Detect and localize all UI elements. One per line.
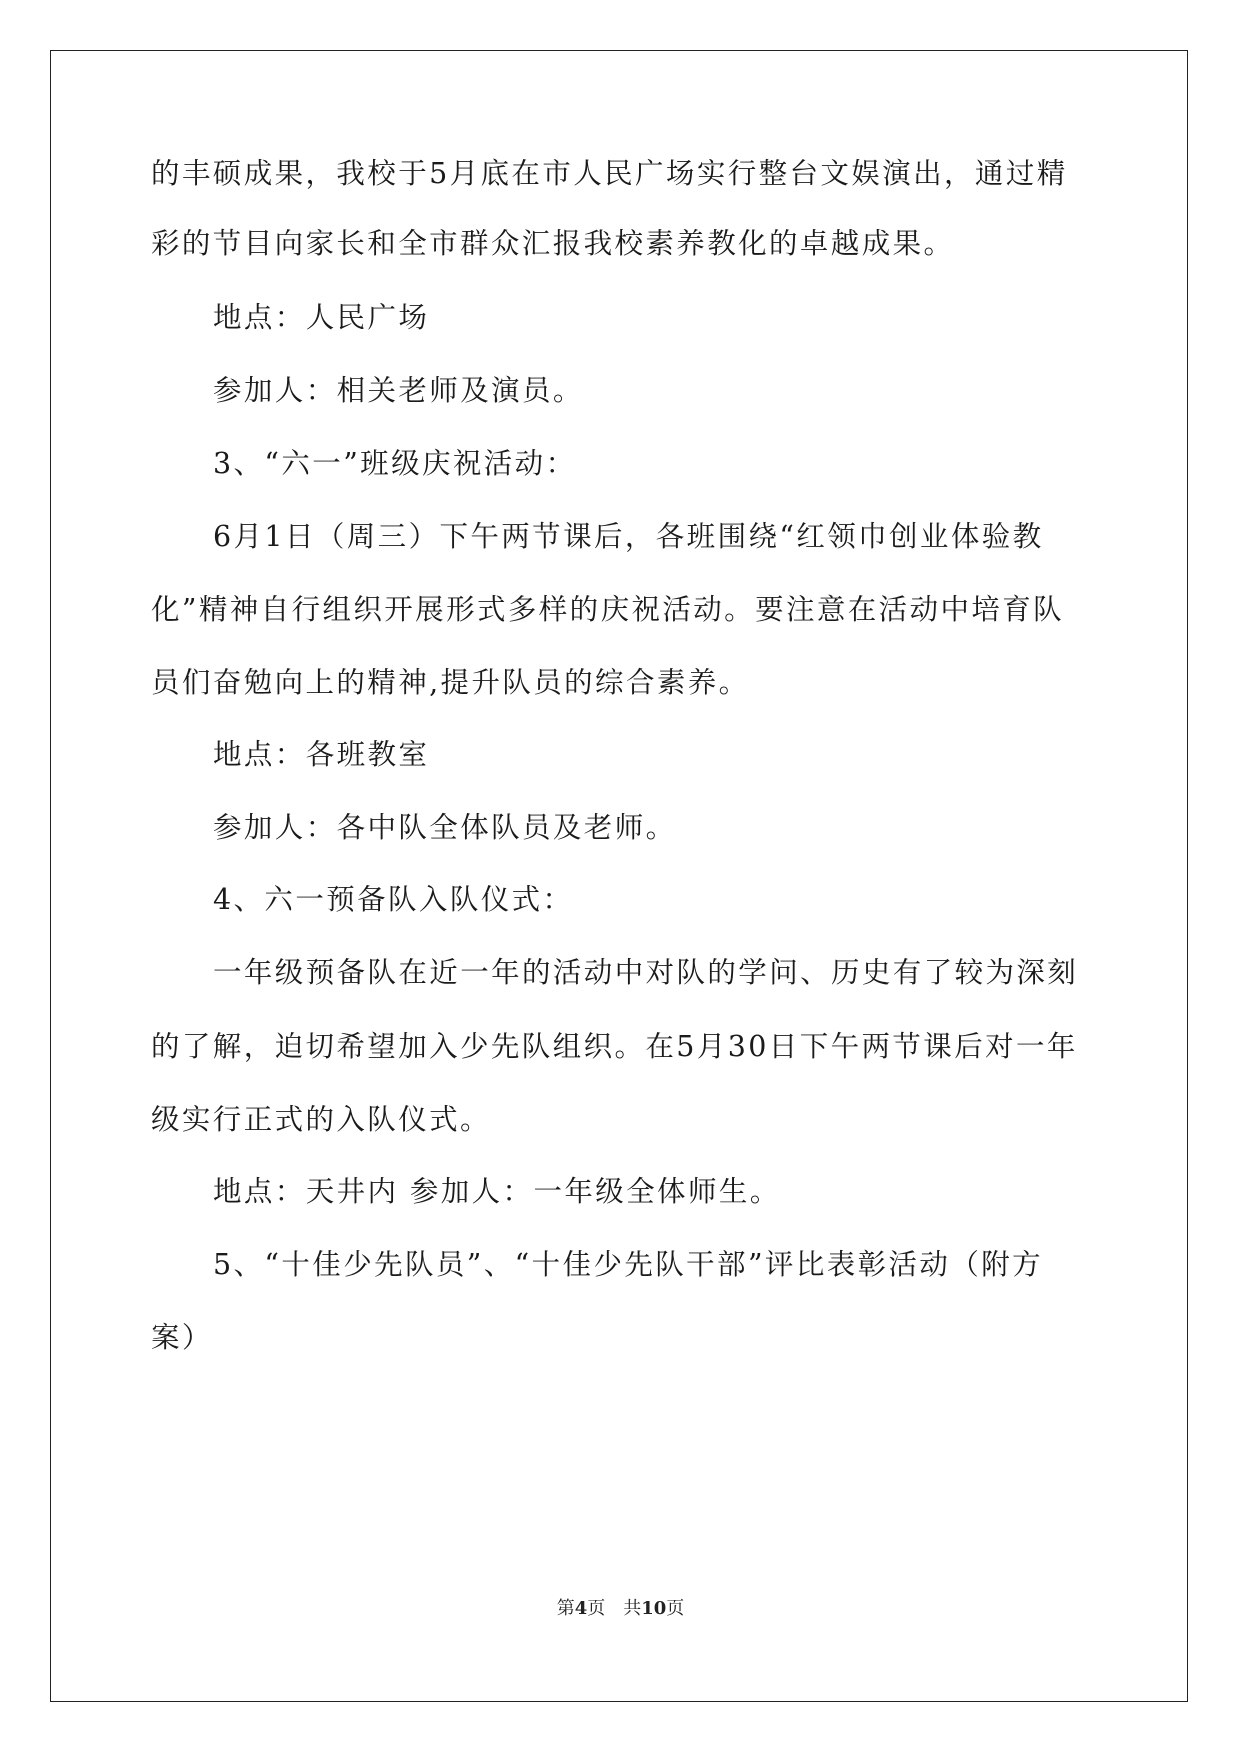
page-suffix: 页 (666, 1598, 685, 1619)
body-line: 6月1日（周三）下午两节课后，各班围绕“红领巾创业体验教 (213, 520, 1044, 553)
page-footer (0, 1594, 1241, 1620)
body-line: 地点：各班教室 (213, 738, 430, 771)
body-line: 化”精神自行组织开展形式多样的庆祝活动。要注意在活动中培育队 (151, 593, 1065, 626)
page-mid: 页 共 (587, 1598, 642, 1619)
section-heading: 5、“十佳少先队员”、“十佳少先队干部”评比表彰活动（附方 (213, 1248, 1044, 1281)
body-line: 参加人：各中队全体队员及老师。 (213, 811, 677, 844)
body-line: 地点：人民广场 (213, 301, 430, 334)
body-line: 彩的节目向家长和全市群众汇报我校素养教化的卓越成果。 (151, 227, 955, 260)
section-heading: 3、“六一”班级庆祝活动： (213, 447, 577, 480)
body-line: 参加人：相关老师及演员。 (213, 374, 584, 407)
section-heading: 4、六一预备队入队仪式： (213, 883, 574, 916)
body-line: 案） (151, 1321, 213, 1354)
page-current: 4 (574, 1598, 588, 1619)
body-line: 的丰硕成果，我校于5月底在市人民广场实行整台文娱演出，通过精 (151, 157, 1068, 190)
body-line: 地点：天井内 参加人：一年级全体师生。 (213, 1175, 781, 1208)
body-line: 级实行正式的入队仪式。 (151, 1103, 491, 1136)
page-prefix: 第 (556, 1598, 575, 1619)
body-line: 一年级预备队在近一年的活动中对队的学问、历史有了较为深刻 (213, 956, 1079, 989)
body-line: 的了解，迫切希望加入少先队组织。在5月30日下午两节课后对一年 (151, 1030, 1078, 1063)
body-line: 员们奋勉向上的精神,提升队员的综合素养。 (151, 666, 750, 699)
page-total: 10 (641, 1598, 667, 1619)
